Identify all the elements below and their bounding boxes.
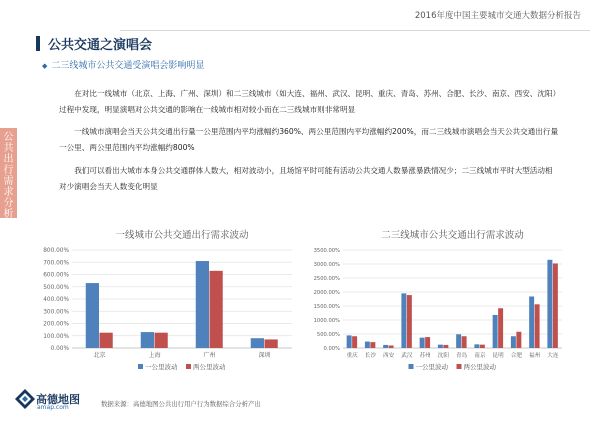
bar-series2 <box>535 304 540 348</box>
legend-label: 两公里波动 <box>193 363 226 371</box>
bar-series1 <box>347 335 352 348</box>
y-tick-label: 0.00% <box>323 346 340 352</box>
bar-series1 <box>511 336 516 348</box>
y-tick-label: 800.00% <box>43 248 69 254</box>
y-tick-label: 3500.00% <box>313 248 340 254</box>
report-title: 2016年度中国主要城市交通大数据分析报告 <box>414 11 581 21</box>
y-tick-label: 0.00% <box>50 346 69 352</box>
x-category-label: 福州 <box>529 353 541 359</box>
legend-swatch <box>409 364 414 369</box>
y-tick-label: 300.00% <box>43 309 69 316</box>
legend-swatch <box>457 364 462 369</box>
x-category-label: 青岛 <box>456 353 468 359</box>
bar-series1 <box>251 338 264 348</box>
logo-subtext: amap.com <box>37 404 69 411</box>
legend-label: 一公里波动 <box>415 363 448 371</box>
bar-series2 <box>443 345 448 348</box>
bar-series2 <box>370 342 375 348</box>
bar-series1 <box>420 338 425 348</box>
y-tick-label: 1500.00% <box>313 304 340 310</box>
bar-series1 <box>365 342 370 348</box>
y-tick-label: 500.00% <box>43 284 69 291</box>
x-category-label: 沈阳 <box>437 353 449 359</box>
section-subtitle <box>42 58 204 71</box>
side-tab <box>0 128 17 218</box>
legend-swatch <box>138 364 143 369</box>
legend-label: 两公里波动 <box>463 363 496 371</box>
bar-series1 <box>547 260 552 348</box>
x-category-label: 昆明 <box>492 353 504 359</box>
x-category-label: 合肥 <box>510 353 522 359</box>
bar-series2 <box>498 308 503 348</box>
x-category-label: 广州 <box>203 352 216 359</box>
header-divider <box>120 30 590 31</box>
logo-text: 高德地图 <box>36 393 80 406</box>
y-tick-label: 400.00% <box>43 297 69 303</box>
title-accent-bar <box>36 36 40 51</box>
bar-series2 <box>516 332 521 348</box>
x-category-label: 西安 <box>383 353 395 359</box>
paragraph-1: 在对比一线城市（北京、上海、广州、深圳）和二三线城市（如大连、福州、武汉、昆明、重庆、青岛、苏州、合肥、长沙、南京、西安、沈阳）过程中发现，明显演唱对公共交通的影响在一线城市相对较小而在二三线城市则非常明显 <box>59 89 557 114</box>
x-category-label: 重庆 <box>346 353 358 359</box>
bar-series2 <box>480 345 485 348</box>
legend-swatch <box>186 364 191 369</box>
legend-label: 一公里波动 <box>145 363 178 371</box>
bar-series1 <box>401 293 406 348</box>
bar-series2 <box>553 263 558 348</box>
y-tick-label: 200.00% <box>43 321 69 328</box>
source-note: 数据来源：高德地图公共出行用户行为数据综合分析产出 <box>101 400 261 408</box>
x-category-label: 南京 <box>474 353 486 359</box>
y-tick-label: 500.00% <box>316 332 340 338</box>
bar-series1 <box>456 334 461 348</box>
bar-series2 <box>210 271 223 348</box>
y-tick-label: 700.00% <box>43 260 69 267</box>
bar-series2 <box>352 336 357 348</box>
x-category-label: 北京 <box>93 352 106 359</box>
tier1-city-chart <box>28 224 298 384</box>
x-category-label: 武汉 <box>401 353 413 359</box>
bar-series2 <box>100 333 113 348</box>
y-tick-label: 600.00% <box>43 272 69 279</box>
diamond-icon: ◆ <box>42 62 48 70</box>
y-tick-label: 3000.00% <box>313 262 340 268</box>
x-category-label: 大连 <box>547 353 559 359</box>
y-tick-label: 1000.00% <box>313 318 340 324</box>
chart-title: 二三线城市公共交通出行需求波动 <box>381 230 524 241</box>
bar-series1 <box>529 296 534 348</box>
bar-series2 <box>389 345 394 348</box>
section-subtitle-text: 二三线城市公共交通受演唱会影响明显 <box>51 61 205 71</box>
paragraph-3: 我们可以看出大城市本身公共交通群体人数大，相对波动小，且场馆平时可能有活动公共交通人数暴涨暴跌情况少；二三线城市平时大型活动相对少演唱会当天人数变化明显 <box>59 166 553 191</box>
bar-series2 <box>407 295 412 348</box>
bar-series1 <box>438 345 443 348</box>
amap-logo-icon <box>14 388 36 410</box>
y-tick-label: 2000.00% <box>313 290 340 296</box>
bar-series2 <box>462 336 467 348</box>
paragraph-2: 一线城市演唱会当天公共交通出行量一公里范围内平均涨幅约360%、两公里范围内平均涨幅约200%，而二三线城市演唱会当天公共交通出行量一公里、两公里范围内平均涨幅约800% <box>59 127 559 152</box>
y-tick-label: 2500.00% <box>313 276 340 282</box>
tier23-city-chart <box>303 224 568 384</box>
y-tick-label: 100.00% <box>43 333 69 340</box>
bar-series1 <box>383 345 388 348</box>
page-title: 公共交通之演唱会 <box>48 38 153 53</box>
chart-title: 一线城市公共交通出行需求波动 <box>115 230 249 241</box>
x-category-label: 苏州 <box>419 353 431 359</box>
x-category-label: 上海 <box>148 352 161 359</box>
bar-series1 <box>196 261 209 348</box>
bar-series1 <box>141 332 154 348</box>
bar-series2 <box>265 339 278 348</box>
bar-series1 <box>493 315 498 348</box>
bar-series2 <box>425 337 430 348</box>
bar-series1 <box>474 344 479 348</box>
x-category-label: 长沙 <box>364 353 376 359</box>
bar-series1 <box>86 283 99 348</box>
side-tab-label: 公共出行需求分析 <box>3 132 14 220</box>
bar-series2 <box>155 333 168 348</box>
x-category-label: 深圳 <box>258 352 271 359</box>
